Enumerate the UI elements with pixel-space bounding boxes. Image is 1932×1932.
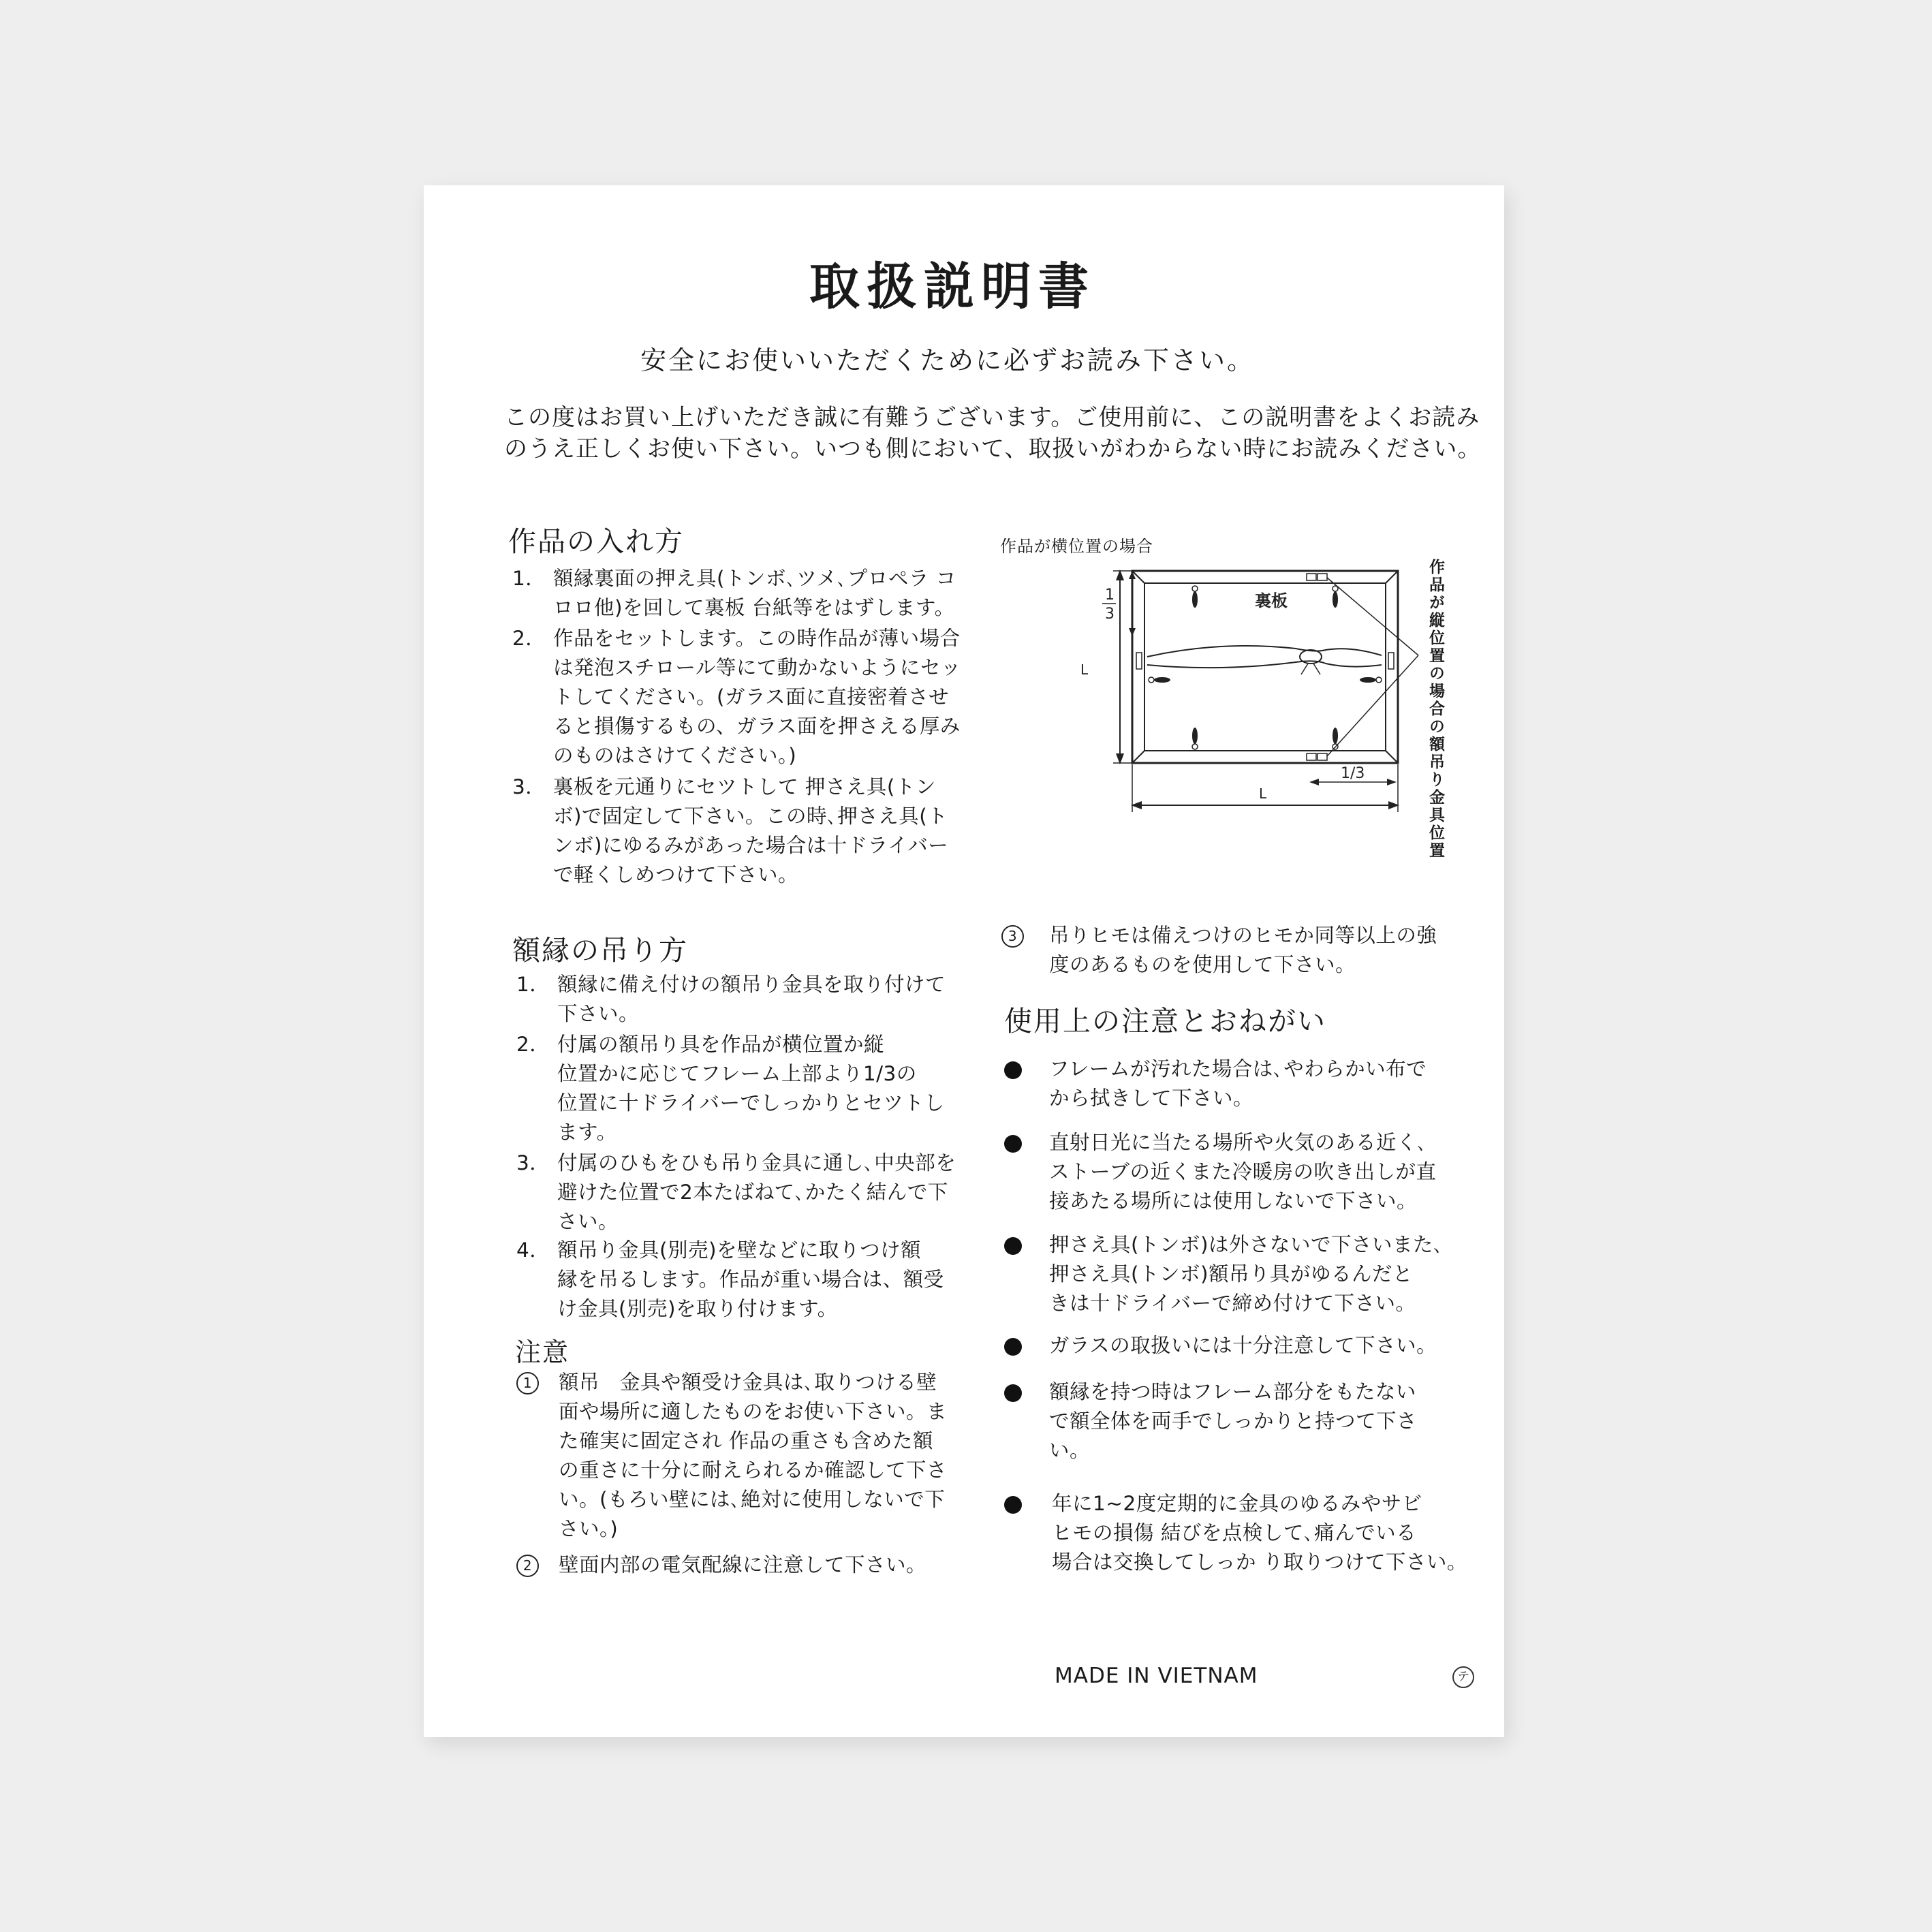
item-line: ガラスの取扱いには十分注意して下さい。 bbox=[1049, 1334, 1437, 1357]
item-line: ンボ)にゆるみがあった場合は十ドライバー bbox=[553, 834, 949, 857]
item-line: 額吊 金具や額受け金具は､取りつける壁 bbox=[559, 1371, 937, 1394]
intro-line: この度はお買い上げいただき誠に有難うございます。ご使用前に、この説明書をよくお読み bbox=[504, 404, 1480, 431]
fraction-side-denominator: 3 bbox=[1105, 606, 1115, 623]
item-line: 下さい。 bbox=[557, 1002, 640, 1025]
frame-corner bbox=[1386, 571, 1398, 583]
item-line: ボ)で固定して下さい。この時､押さえ具(ト bbox=[553, 805, 948, 828]
item-line: 位置に十ドライバーでしっかりとセツトし bbox=[557, 1091, 945, 1115]
intro-line: のうえ正しくお使い下さい。いつも側において、取扱いがわからない時にお読みください。 bbox=[504, 435, 1482, 463]
item-line: 額縁裏面の押え具(トンボ､ツメ､プロペラ コ bbox=[553, 567, 956, 590]
item-number: 3． bbox=[516, 1151, 550, 1174]
vertical-position-note: 作品が縦位置の場合の額吊り金具位置 bbox=[1427, 559, 1444, 860]
circled-number: 2 bbox=[516, 1555, 539, 1577]
frame-diagram bbox=[996, 526, 1425, 1071]
side-length-label: L bbox=[1080, 661, 1089, 678]
item-line: 付属の額吊り具を作品が横位置か縦 bbox=[557, 1033, 885, 1056]
hanging-ring bbox=[1136, 653, 1142, 669]
hanger-mark bbox=[1307, 574, 1316, 580]
bullet-icon bbox=[1004, 1061, 1022, 1079]
item-line: た確実に固定され 作品の重さも含めた額 bbox=[559, 1429, 933, 1452]
page-title: 取扱説明書 bbox=[809, 258, 1095, 316]
item-line: ます。 bbox=[557, 1121, 617, 1144]
item-line: 作品をセットします。この時作品が薄い場合 bbox=[553, 627, 961, 650]
leader-line bbox=[1327, 655, 1418, 756]
item-number: 2． bbox=[512, 627, 546, 650]
item-line: 額縁に備え付けの額吊り金具を取り付けて bbox=[557, 973, 946, 996]
section-heading-insert: 作品の入れ方 bbox=[508, 525, 684, 558]
item-line: は発泡スチロール等にて動かないようにセッ bbox=[553, 656, 961, 679]
frame-corner bbox=[1386, 751, 1398, 763]
cord-tail bbox=[1313, 664, 1320, 674]
item-line: で軽くしめつけて下さい。 bbox=[553, 863, 799, 886]
item-line: ると損傷するもの、ガラス面を押さえる厚み bbox=[553, 715, 961, 738]
item-line: 額吊り金具(別売)を壁などに取りつけ額 bbox=[557, 1238, 922, 1262]
item-line: 縁を吊るします。作品が重い場合は、額受 bbox=[557, 1268, 944, 1291]
item-line: のものはさけてください。) bbox=[553, 744, 797, 767]
item-line: 接あたる場所には使用しないで下さい。 bbox=[1049, 1189, 1418, 1213]
item-line: 壁面内部の電気配線に注意して下さい。 bbox=[559, 1553, 927, 1576]
cord-tail bbox=[1301, 664, 1308, 674]
hanging-ring bbox=[1388, 653, 1394, 669]
leader-line bbox=[1327, 578, 1418, 655]
arrow-head bbox=[1129, 628, 1136, 636]
item-line: フレームが汚れた場合は､やわらかい布で bbox=[1049, 1057, 1427, 1080]
intro-paragraph bbox=[504, 402, 1481, 465]
bullet-icon bbox=[1004, 1496, 1022, 1514]
item-line: 直射日光に当たる場所や火気のある近く､ bbox=[1049, 1131, 1428, 1154]
item-line: 額縁を持つ時はフレーム部分をもたない bbox=[1049, 1380, 1416, 1403]
arrow-head bbox=[1129, 571, 1136, 579]
back-board-label: 裏板 bbox=[1255, 591, 1288, 610]
clip bbox=[1360, 677, 1382, 683]
made-in-label: MADE IN VIETNAM bbox=[1055, 1664, 1258, 1688]
item-line: 裏板を元通りにセツトして 押さえ具(トン bbox=[553, 775, 936, 798]
bullet-icon bbox=[1004, 1237, 1022, 1255]
item-line: 年に1~2度定期的に金具のゆるみやサビ bbox=[1052, 1492, 1422, 1515]
arrow-head bbox=[1309, 779, 1319, 785]
arrow-head bbox=[1387, 779, 1397, 785]
fraction-bottom-label: 1/3 bbox=[1341, 765, 1365, 782]
hanging-cord bbox=[1147, 646, 1382, 657]
item-line: 度のあるものを使用して下さい。 bbox=[1049, 953, 1356, 976]
hanger-mark bbox=[1307, 753, 1316, 760]
hanging-cord bbox=[1147, 661, 1382, 668]
section-heading-hanging: 額縁の吊り方 bbox=[512, 934, 688, 967]
fraction-side-numerator: 1 bbox=[1105, 587, 1115, 604]
item-line: ヒモの損傷 結びを点検して､痛んでいる bbox=[1052, 1521, 1417, 1544]
item-line: 面や場所に適したものをお使い下さい。ま bbox=[559, 1400, 948, 1423]
item-number: 1． bbox=[516, 973, 550, 996]
item-line: きは十ドライバーで締め付けて下さい。 bbox=[1049, 1292, 1416, 1315]
instruction-sheet bbox=[424, 185, 1504, 1737]
item-line: 押さえ具(トンボ)は外さないで下さいまた､ bbox=[1049, 1233, 1444, 1256]
item-number: 3． bbox=[512, 775, 546, 798]
hanger-mark bbox=[1318, 574, 1327, 580]
frame-corner bbox=[1132, 751, 1144, 763]
circled-number: 1 bbox=[516, 1372, 539, 1395]
circled-number: 3 bbox=[1001, 925, 1024, 948]
bullet-icon bbox=[1004, 1338, 1022, 1356]
item-line: さい。 bbox=[557, 1210, 619, 1233]
diagram-caption: 作品が横位置の場合 bbox=[1000, 537, 1153, 556]
item-line: から拭きして下さい。 bbox=[1049, 1087, 1254, 1110]
item-line: い。(もろい壁には､絶対に使用しないで下 bbox=[559, 1488, 946, 1511]
bullet-icon bbox=[1004, 1135, 1022, 1153]
item-line: 付属のひもをひも吊り金具に通し､中央部を bbox=[557, 1151, 956, 1174]
section-heading-caution: 注意 bbox=[515, 1337, 570, 1367]
clip bbox=[1333, 586, 1338, 608]
item-line: 避けた位置で2本たばねて､かたく結んで下 bbox=[557, 1181, 948, 1204]
item-line: 場合は交換してしっか り取りつけて下さい。 bbox=[1052, 1551, 1467, 1574]
clip bbox=[1149, 677, 1170, 683]
item-line: ストーブの近くまた冷暖房の吹き出しが直 bbox=[1049, 1160, 1437, 1183]
item-line: 位置かに応じてフレーム上部より1/3の bbox=[557, 1062, 917, 1085]
item-line: 吊りヒモは備えつけのヒモか同等以上の強 bbox=[1049, 924, 1437, 947]
item-line: で額全体を両手でしっかりと持つて下さ bbox=[1049, 1409, 1418, 1433]
item-line: ロロ他)を回して裏板 台紙等をはずします。 bbox=[553, 596, 955, 619]
maker-mark-icon: テ bbox=[1452, 1666, 1474, 1688]
bottom-length-label: L bbox=[1259, 785, 1267, 802]
clip bbox=[1192, 728, 1198, 749]
item-line: け金具(別売)を取り付けます。 bbox=[557, 1297, 838, 1320]
page-subtitle: 安全にお使いいただくために必ずお読み下さい。 bbox=[640, 345, 1256, 375]
item-number: 2． bbox=[516, 1033, 550, 1056]
item-line: さい。) bbox=[559, 1517, 619, 1540]
item-number: 1． bbox=[512, 567, 546, 590]
item-line: の重さに十分に耐えられるか確認して下さ bbox=[559, 1459, 948, 1482]
section-heading-notes: 使用上の注意とおねがい bbox=[1004, 1005, 1326, 1038]
clip bbox=[1333, 728, 1338, 749]
hanger-mark bbox=[1318, 753, 1327, 760]
bullet-icon bbox=[1004, 1384, 1022, 1402]
item-line: 押さえ具(トンボ)額吊り具がゆるんだと bbox=[1049, 1262, 1414, 1286]
clip bbox=[1192, 586, 1198, 608]
item-number: 4． bbox=[516, 1238, 550, 1262]
item-line: トしてください。(ガラス面に直接密着させ bbox=[553, 685, 950, 708]
item-line: い。 bbox=[1049, 1439, 1091, 1462]
